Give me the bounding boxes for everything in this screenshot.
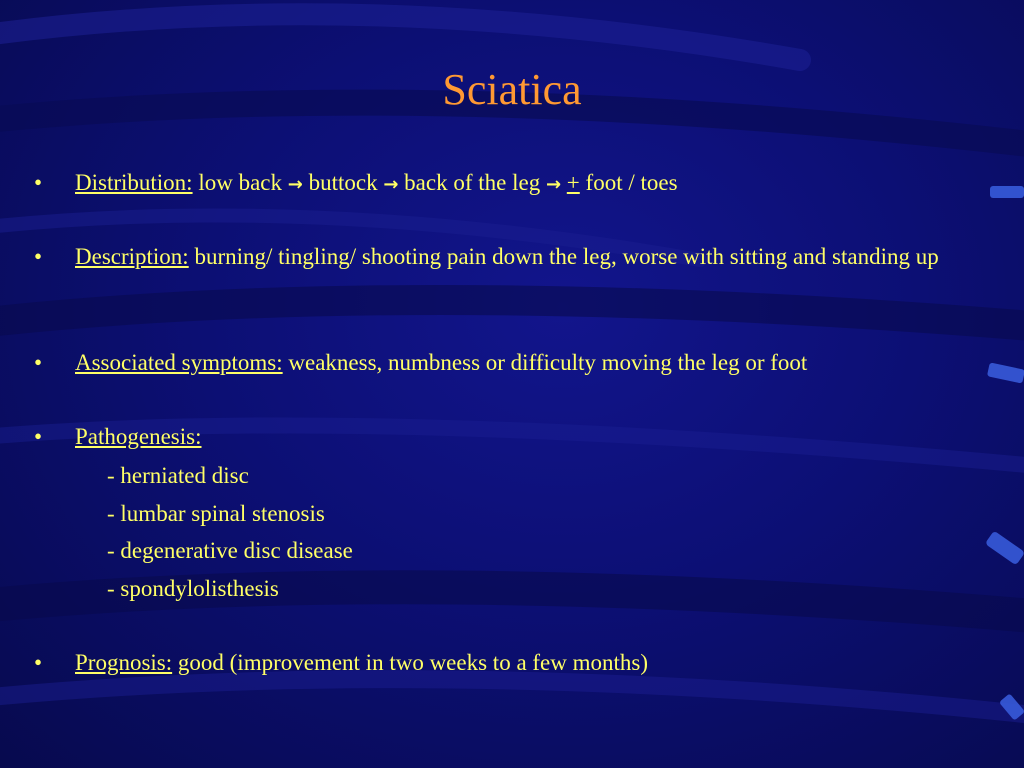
right-arrow-icon: → xyxy=(545,174,562,195)
plus-minus-symbol: + xyxy=(566,170,580,195)
distribution-part-back-of-leg: back of the leg xyxy=(404,170,541,195)
description-label: Description: xyxy=(75,244,189,269)
bullet-dot: • xyxy=(34,244,43,269)
slide-title: Sciatica xyxy=(442,65,582,114)
right-arrow-icon: → xyxy=(383,174,399,195)
bullet-dot: • xyxy=(34,424,43,449)
bullet-dot: • xyxy=(34,350,43,375)
associated-symptoms-text: weakness, numbness or difficulty moving the leg or foot xyxy=(288,350,808,375)
pathogenesis-subitem: - spondylolisthesis xyxy=(107,576,279,601)
right-arrow-icon: → xyxy=(287,174,303,195)
pathogenesis-label: Pathogenesis: xyxy=(75,424,202,449)
bullet-dot: • xyxy=(34,650,43,675)
pathogenesis-subitem: - herniated disc xyxy=(107,463,249,488)
bullet-dot: • xyxy=(34,170,43,195)
distribution-part-foot-toes: foot / toes xyxy=(585,170,678,195)
prognosis-text: good (improvement in two weeks to a few months) xyxy=(177,650,649,675)
pathogenesis-subitem: - lumbar spinal stenosis xyxy=(107,501,325,526)
description-text: burning/ tingling/ shooting pain down the leg, worse with sitting and standing up xyxy=(194,244,939,269)
distribution-label: Distribution: xyxy=(75,170,193,195)
pathogenesis-subitem: - degenerative disc disease xyxy=(107,538,353,563)
distribution-part-buttock: buttock xyxy=(308,170,378,195)
distribution-part-low-back: low back xyxy=(198,170,282,195)
prognosis-label: Prognosis: xyxy=(75,650,173,675)
associated-symptoms-label: Associated symptoms: xyxy=(75,350,283,375)
